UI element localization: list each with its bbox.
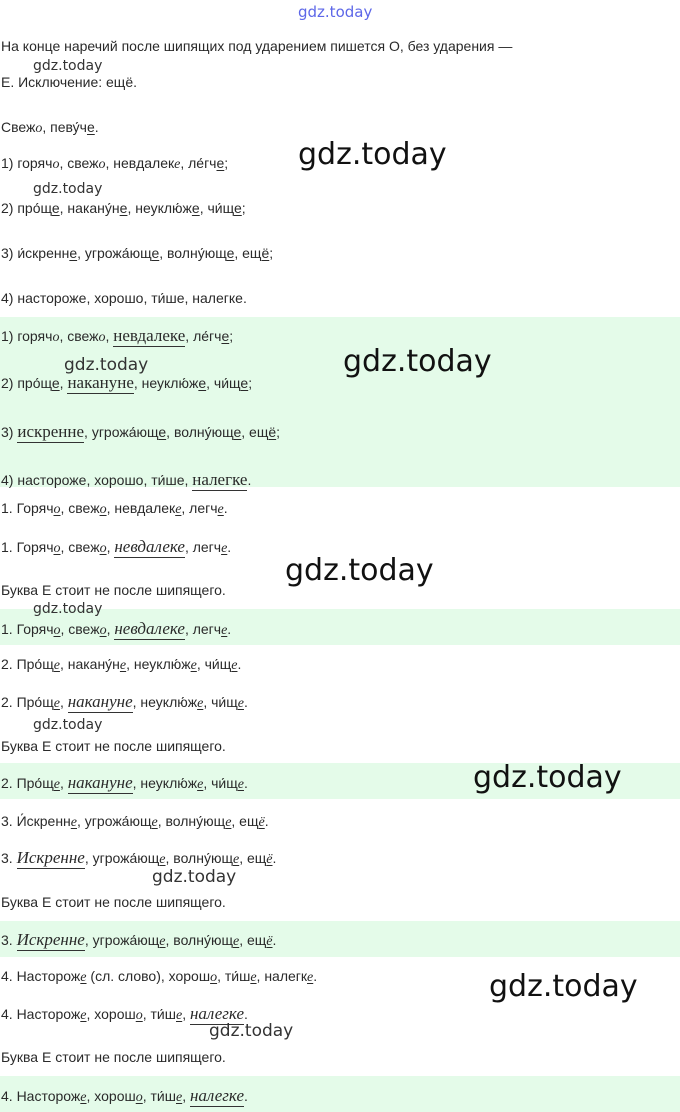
section-4-row-1: 4. Настороже (сл. слово), хорошо, ти́ше, налегке. bbox=[1, 968, 318, 985]
section-4-row-3: 4. Настороже, хорошо, ти́ше, налегке. bbox=[1, 1086, 248, 1105]
answer-b-line-3: 3) искренне, угрожа́юще, волну́юще, ещё; bbox=[1, 422, 281, 441]
watermark-large: gdz.today bbox=[298, 137, 447, 172]
section-2-note: Буква Е стоит не после шипящего. bbox=[1, 738, 226, 754]
watermark-small: gdz.today bbox=[33, 58, 103, 74]
section-2-row-3: 2. Про́ще, накануне, неуклю́же, чи́ще. bbox=[1, 773, 248, 792]
section-4-row-2: 4. Настороже, хорошо, ти́ше, налегке. bbox=[1, 1004, 248, 1023]
watermark-small: gdz.today bbox=[64, 355, 149, 375]
answer-b-line-1: 1) горячо, свежо, невдалеке, ле́гче; bbox=[1, 326, 234, 345]
watermark-large: gdz.today bbox=[343, 344, 492, 379]
watermark-large: gdz.today bbox=[285, 553, 434, 588]
answer-a-line-4: 4) настороже, хорошо, ти́ше, налегке. bbox=[1, 290, 247, 306]
section-3-row-1: 3. И́скренне, угрожа́юще, волну́юще, ещё. bbox=[1, 813, 269, 830]
watermark-small: gdz.today bbox=[209, 1021, 294, 1041]
section-1-row-1: 1. Горячо, свежо, невдалеке, легче. bbox=[1, 500, 228, 517]
answer-a-line-2: 2) про́ще, накану́не, неуклю́же, чи́ще; bbox=[1, 200, 246, 216]
section-3-row-2: 3. Искренне, угрожа́юще, волну́юще, ещё. bbox=[1, 848, 277, 867]
section-3-row-3: 3. Искренне, угрожа́юще, волну́юще, ещё. bbox=[1, 930, 277, 949]
section-1-row-3: 1. Горячо, свежо, невдалеке, легче. bbox=[1, 619, 232, 638]
section-4-note: Буква Е стоит не после шипящего. bbox=[1, 1049, 226, 1065]
watermark-small: gdz.today bbox=[33, 601, 103, 617]
watermark-logo-top: gdz.today bbox=[298, 3, 373, 21]
watermark-large: gdz.today bbox=[473, 760, 622, 795]
answer-b-line-2: 2) про́ще, накануне, неуклю́же, чи́ще; bbox=[1, 373, 253, 392]
example-line: Свежо, певу́че. bbox=[1, 119, 99, 136]
answer-a-line-1: 1) горячо, свежо, невдалеке, ле́гче; bbox=[1, 155, 229, 172]
section-1-note: Буква Е стоит не после шипящего. bbox=[1, 582, 226, 598]
watermark-large: gdz.today bbox=[489, 969, 638, 1004]
section-1-row-2: 1. Горячо, свежо, невдалеке, легче. bbox=[1, 537, 232, 556]
watermark-small: gdz.today bbox=[152, 867, 237, 887]
section-3-note: Буква Е стоит не после шипящего. bbox=[1, 894, 226, 910]
watermark-small: gdz.today bbox=[33, 717, 103, 733]
watermark-small: gdz.today bbox=[33, 181, 103, 197]
answer-b-line-4: 4) настороже, хорошо, ти́ше, налегке. bbox=[1, 470, 252, 489]
rule-line-1: На конце наречий после шипящих под ударением пишется О, без ударения — bbox=[1, 38, 513, 54]
section-2-row-2: 2. Про́ще, накануне, неуклю́же, чи́ще. bbox=[1, 692, 248, 711]
section-2-row-1: 2. Про́ще, накану́не, неуклю́же, чи́ще. bbox=[1, 656, 242, 673]
rule-line-2: Е. Исключение: ещё. bbox=[1, 74, 138, 90]
answer-a-line-3: 3) и́скренне, угрожа́юще, волну́юще, ещё; bbox=[1, 245, 274, 261]
